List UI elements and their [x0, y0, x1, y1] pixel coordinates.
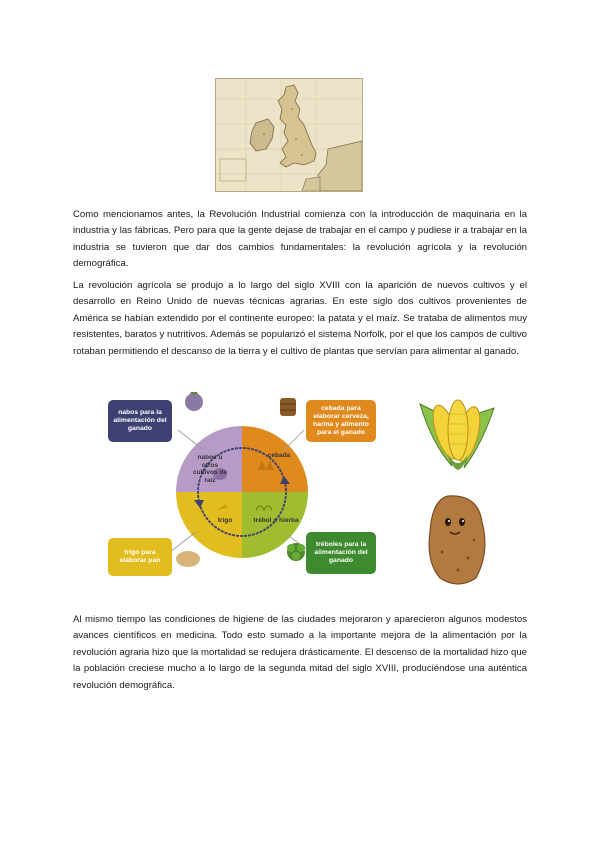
barrel-icon [280, 398, 296, 416]
callout-trigo: trigo para elaborar pan [108, 538, 172, 576]
corn-image [412, 384, 502, 474]
turnip-icon [185, 393, 203, 411]
norfolk-rotation-diagram [108, 392, 380, 584]
map-image [215, 78, 363, 192]
potato-image [418, 492, 496, 590]
label-trebol: trébol o hierba [253, 517, 299, 524]
paragraph-intro: Como mencionamos antes, la Revolución Industrial comienza con la introducción de maquinaria en la industria y las fábricas. Pero para que la gente dejase de trabajar en el campo y pudiese ir a trabajar en la industria se tuvieron que dar dos cambios fundamentales: la revolución agrícola y la revolución demográfica. [73, 209, 527, 270]
potato-icon [418, 492, 496, 590]
label-cebada: cebada [267, 452, 291, 459]
bread-icon [176, 551, 200, 567]
label-nabos: nabos u otros cultivos de raíz [193, 454, 227, 484]
callout-treboles: tréboles para la alimentación del ganado [306, 532, 376, 574]
callout-nabos: nabos para la alimentación del ganado [108, 400, 172, 442]
british-isles-map-illustration [216, 79, 362, 191]
paragraph-agricultural-revolution: La revolución agrícola se produjo a lo largo del siglo XVIII con la aparición de nuevos cultivos y el desarrollo en Reino Unido de nuevas técnicas agrarias. En este siglo dos cultivos provenientes de América se habían extendido por el continente europeo: la patata y el maíz. Se trataba de alimentos muy resistentes, baratos y nutritivos. Además se popularizó el sistema Norfolk, por el que los campos de cultivo rotaban permitiendo el descanso de la tierra y el cultivo de plantas que servían para alimentar al ganado. [73, 280, 527, 357]
paragraph-demographic-revolution: Al mismo tiempo las condiciones de higiene de las ciudades mejoraron y aparecieron algunos modestos avances científicos en medicina. Todo esto sumado a la importante mejora de la alimentación por la revolución agraria hizo que la mortalidad se redujera drásticamente. El descenso de la mortalidad hizo que la población creciese mucho a lo largo de la segunda mitad del siglo XVIII, produciéndose una auténtica revolución demográfica. [73, 614, 527, 691]
quadrant-trigo [176, 492, 242, 558]
corn-icon [412, 384, 502, 474]
label-trigo: trigo [217, 517, 233, 524]
callout-cebada: cebada para elaborar cerveza, harina y alimento para el ganado [306, 400, 376, 442]
